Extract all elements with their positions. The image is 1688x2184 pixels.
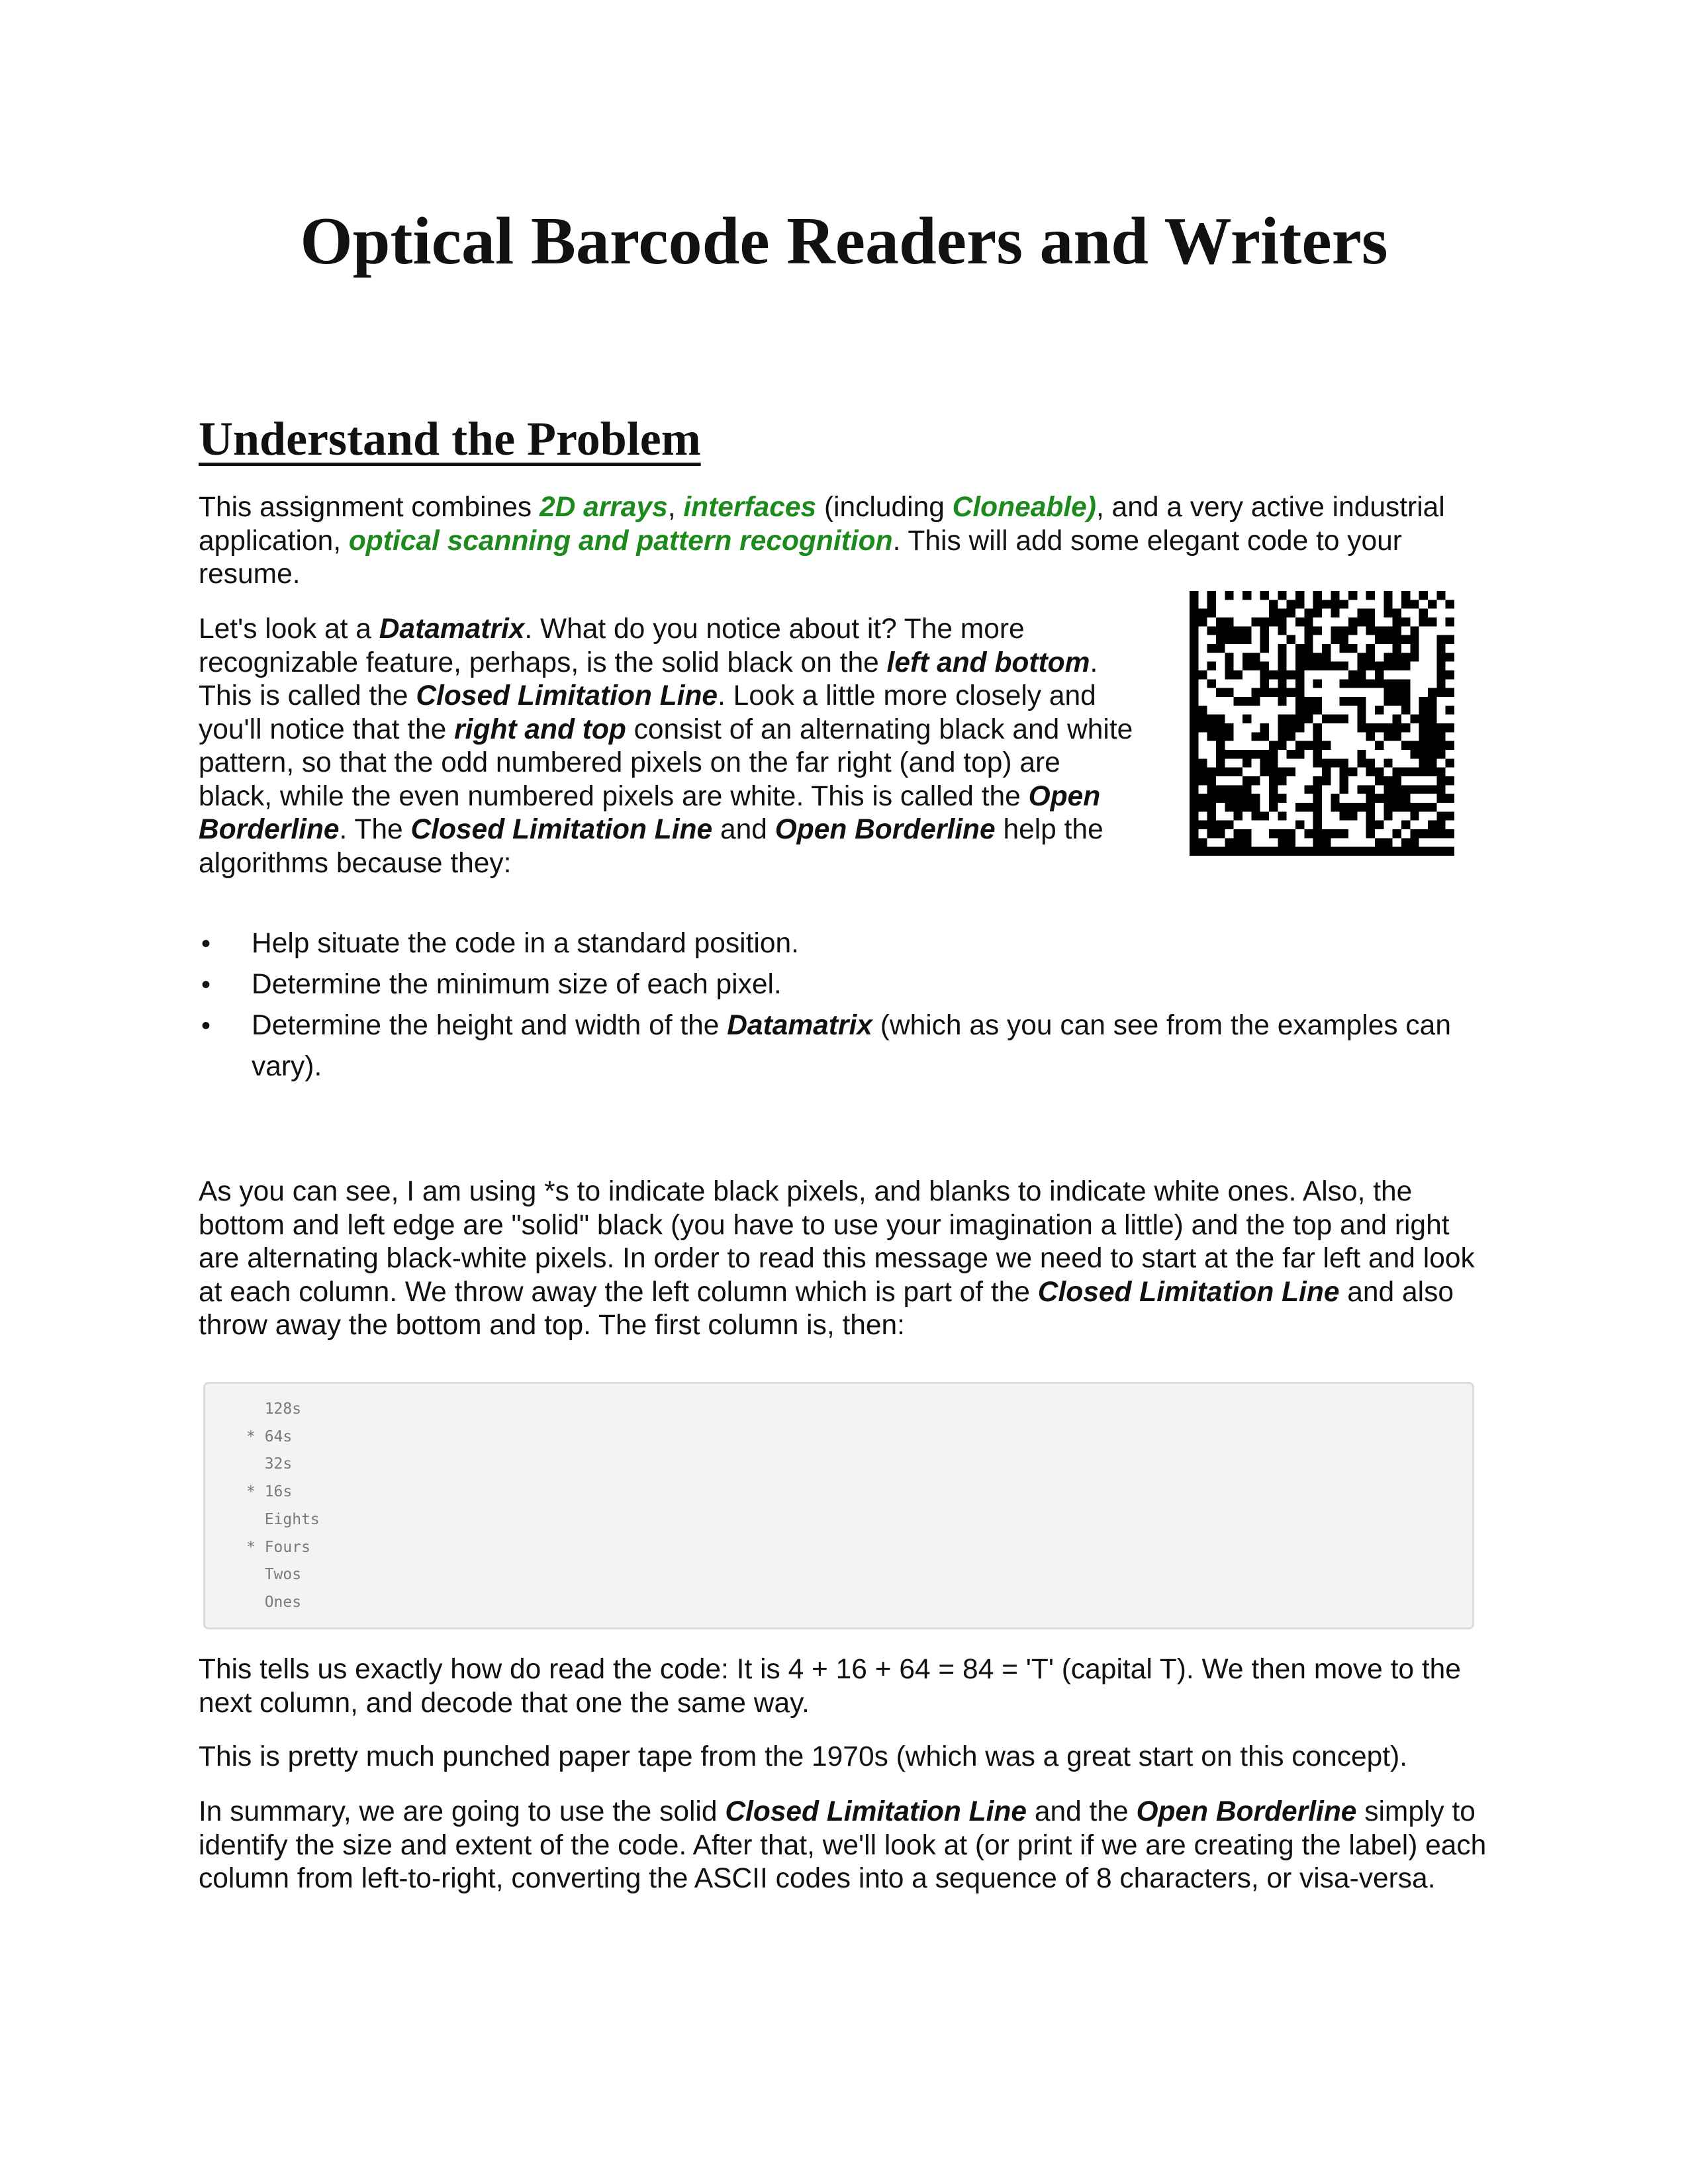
text-run: consist of an alternating black and white pattern, so that the odd numbered pixels on the far right (and top) are black, while the even numbered pixels are white. This is called the (199, 713, 1133, 812)
code-line: * Fours (246, 1538, 310, 1556)
highlight-term: interfaces (683, 492, 817, 523)
emphasis-term: left and bottom (886, 647, 1090, 678)
text-run: As you can see, I am using *s to indicate black pixels, and blanks to indicate white ones. Also, the bottom and left edge are "solid" black (you have to use your imagination a little) and the top and right are alternating black-white pixels. In order to read this message we need to start at the far left and look at each column. We throw away the left column which is part of the (199, 1176, 1475, 1308)
text-run: Let's look at a (199, 614, 379, 645)
code-block (203, 1382, 1474, 1629)
text-run: and the (1027, 1796, 1137, 1827)
explanation-paragraph (199, 1175, 1496, 1343)
text-run: and also throw away the bottom and top. The first column is, then: (199, 1276, 1454, 1341)
bullet-icon: • (201, 970, 211, 999)
emphasis-term: Closed Limitation Line (1037, 1276, 1340, 1308)
emphasis-term: Open Borderline (1136, 1796, 1357, 1827)
emphasis-term: Closed Limitation Line (410, 814, 713, 845)
text-run: help the algorithms because they: (199, 814, 1103, 879)
text-run: . Look a little more closely and you'll notice that the (199, 680, 1096, 745)
emphasis-term: Closed Limitation Line (725, 1796, 1027, 1827)
code-line: Eights (246, 1510, 320, 1528)
highlight-term: 2D arrays (539, 492, 668, 523)
text-run: Determine the height and width of the (252, 1010, 727, 1041)
code-line: * 16s (246, 1483, 293, 1501)
emphasis-term: Datamatrix (379, 614, 525, 645)
text-run: In summary, we are going to use the solid (199, 1796, 726, 1827)
text-run: , (667, 492, 684, 523)
code-line: 128s (246, 1400, 302, 1418)
decode-paragraph: This tells us exactly how do read the code: It is 4 + 16 + 64 = 84 = 'T' (capital T). We then move to the next column, and decode that one the same way. (199, 1654, 1461, 1719)
text-run: and (712, 814, 775, 845)
text-run: Help situate the code in a standard position. (252, 928, 799, 959)
emphasis-term: Datamatrix (727, 1010, 872, 1041)
text-run: This assignment combines (199, 492, 539, 523)
intro-paragraph (199, 491, 1496, 592)
text-run: (which as you can see from the examples can vary). (252, 1010, 1451, 1082)
highlight-term: optical scanning and pattern recognition (348, 525, 893, 557)
text-run: . The (339, 814, 411, 845)
datamatrix-modules (1190, 591, 1454, 856)
list-item (199, 923, 1496, 964)
bullet-icon: • (201, 1011, 211, 1040)
emphasis-term: Open Borderline (199, 780, 1101, 845)
datamatrix-paragraph (199, 613, 1139, 880)
list-item (199, 964, 1496, 1005)
code-line: * 64s (246, 1428, 293, 1445)
text-run: . This is called the (199, 647, 1098, 711)
page-title: Optical Barcode Readers and Writers (300, 204, 1388, 279)
code-line: Ones (246, 1593, 302, 1611)
datamatrix-image (1190, 591, 1454, 856)
summary-paragraph (199, 1796, 1496, 1896)
code-line: Twos (246, 1566, 302, 1584)
text-run: . What do you notice about it? The more recognizable feature, perhaps, is the solid black on the (199, 614, 1025, 678)
highlight-term: Cloneable) (952, 492, 1096, 523)
bullet-list (199, 923, 1496, 1087)
tape-paragraph: This is pretty much punched paper tape from the 1970s (which was a great start on this concept). (199, 1741, 1408, 1772)
code-line: 32s (246, 1455, 293, 1473)
text-run: (including (816, 492, 953, 523)
emphasis-term: Open Borderline (774, 814, 996, 845)
section-heading: Understand the Problem (199, 412, 701, 465)
bullet-icon: • (201, 929, 211, 958)
text-run: simply to identify the size and extent of the code. After that, we'll look at (or print if we are creating the label) each column from left-to-right, converting the ASCII codes into a sequence of 8 characters, or visa-versa. (199, 1796, 1487, 1894)
text-run: Determine the minimum size of each pixel. (252, 969, 782, 1000)
text-run: . This will add some elegant code to your resume. (199, 525, 1402, 590)
emphasis-term: right and top (454, 713, 626, 745)
list-item (199, 1005, 1496, 1087)
emphasis-term: Closed Limitation Line (416, 680, 718, 711)
text-run: , and a very active industrial application, (199, 492, 1445, 557)
